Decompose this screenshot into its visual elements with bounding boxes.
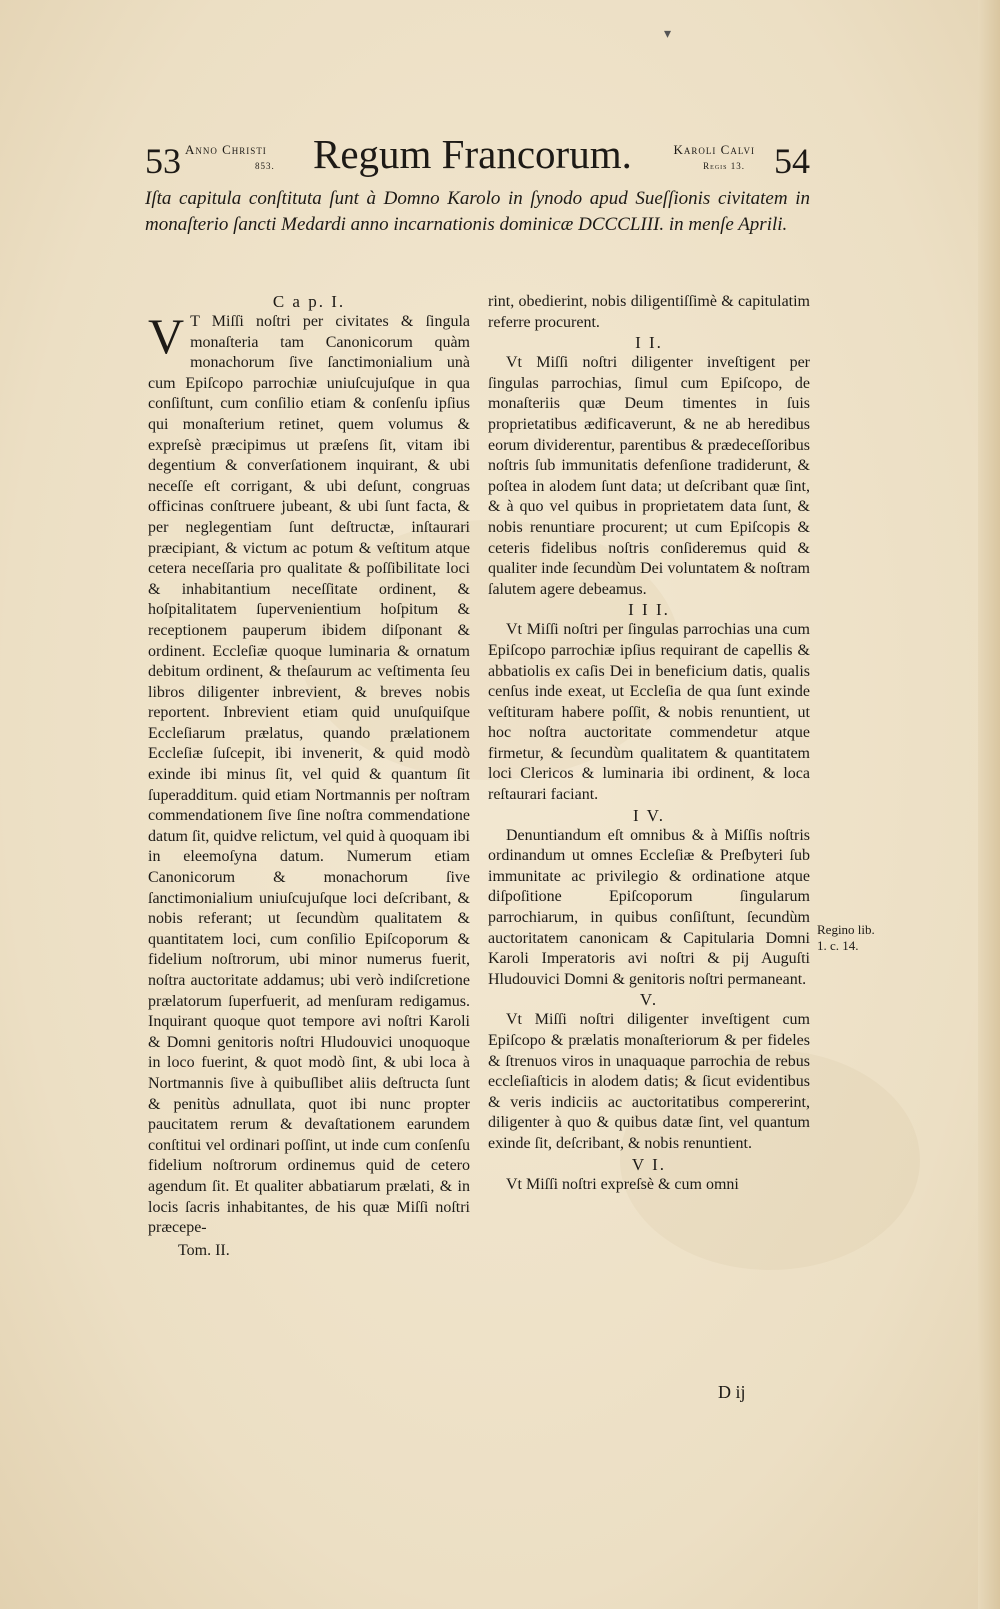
chapter-heading: C a p. I. [272,292,346,311]
section-number: V. [639,990,659,1010]
anno-year: 853. [255,161,275,171]
regis-label: Regis 13. [703,161,745,171]
catchword: Tom. II. [178,1241,230,1259]
intro-paragraph: Iſta capitula conſtituta ſunt à Domno Karolo in ſynodo apud Sueſſionis civitatem in monaſterio ſancti Medardi anno incarnationis dominicæ DCCCLIII. in menſe Aprili. [145,188,810,235]
drop-cap: V [148,308,185,364]
section-text: Vt Miſſi noſtri diligenter inveſtigent cum Epiſcopo & prælatis monaſteriorum & per fideles & ſtrenuos viros in unaquaque parrochia de rebus eccleſiaſticis in alodem datis; & ſicut evidentibus & veris indiciis ac auctoritatibus compererint, diligenter à quo & quibus datæ ſint, vel quantum exinde ſit, deſcribant, & nobis renuntient. [488,1011,810,1152]
page-number-right: 54 [774,141,810,181]
running-title: Regum Francorum. [313,131,632,177]
king-label: Karoli Calvi [673,142,755,157]
chapter-1-text [148,308,470,1239]
anno-label: Anno Christi [185,142,267,157]
page-number-left: 53 [145,141,181,181]
section-text: Vt Miſſi noſtri per ſingulas parrochias una cum Epiſcopo parrochiæ ipſius requirant de capellis & abbatiolis ex caſis Dei in beneficium datis, qualis cenſus inde exeat, ut Eccleſia de qua ſunt exinde veſtituram habere poſſit, & nobis renuntient, ut hoc noſtra auctoritate commendetur atque firmetur, & ſecundùm qualitatem & quantitatem loci Clericos & luminaria ibi ordinent, & loca reſtaurari faciant. [488,621,810,804]
karoli-calvi [674,142,755,174]
chapter-1-body: T Miſſi noſtri per civitates & ſingula monaſteria tam Canonicorum quàm monachorum ſive ſanctimonialium unà cum Epiſcopo parrochiæ uniuſcujuſque in qua conſiſtunt, cum conſilio etiam & conſenſu ipſius qui monaſterium retinet, quem volumus & expreſsè præcipimus ut præſens ſit, vitam ibi degentium & converſationem inquirant, & ubi neceſſe eſt corrigant, & ubi deſunt, congruas officinas conſtruere jubeant, & ubi ſunt facta, & per neglegentiam ſunt deſtructæ, inſtaurari præcipiant, & victum ac potum & veſtitum atque cetera neceſſaria pro qualitate & poſſibilitate loci & inhabitantium neceſſitate ordinent, & hoſpitalitatem ſupervenientium hoſpitum & receptionem pauperum ibidem diſponant & ordinent. Eccleſiæ quoque luminaria & ornatum debitum ordinent, & theſaurum ac veſtimenta ſeu libros diligenter inbrevient, & breves nobis reportent. Inbrevient etiam quid unuſquiſque Eccleſiarum prælatus, quando prælationem Eccleſiæ ſuſcepit, ibi invenerit, & quid modò exinde ibi minus ſit, vel quid & quantum ſit ſuperadditum. quid etiam Nortmannis per noſtram commendationem ſive ſine noſtra commendatione datum ſit, quidve relictum, vel quid à quoquam ibi in eleemoſyna datum. Numerum etiam Canonicorum & monachorum ſive ſanctimonialium uniuſcujuſque loci deſcribant, & nobis referant; ut ſecundùm qualitatem & quantitatem loci, cum conſilio Epiſcoporum & fidelium noſtrorum, ubi minor numerus fuerit, noſtra auctoritate addamus; ubi verò indiſcretione prælatorum ſuperfuerit, ad menſuram redigamus. Inquirant quoque quot tempore avi noſtri Karoli & Domni genitoris noſtri Hludouvici unoquoque in loco fuerint, & quot modò ſint, & ubi loca à Nortmannis ſive à quibuſlibet aliis deſtructa ſunt & penitùs adnullata, quot ibi nunc propter paucitatem rerum & devaſtationem earundem conſtitui vel ordinari poſſint, ut inde cum conſenſu fidelium noſtrorum ordinemus quid de cetero agendum ſit. Et qualiter abbatiarum prælati, & in locis ſacris inhabitantes, de his quæ Miſſi noſtri præcepe- [148,313,470,1237]
signature-mark: D ij [718,1382,746,1402]
section-text: Denuntiandum eſt omnibus & à Miſſis noſtris ordinandum ut omnes Eccleſiæ & Preſbyteri ſub immunitate ac privilegio & ordinatione atque diſpoſitione Epiſcoporum ſingularum parrochiarum, in quibus conſiſtunt, ſecundùm auctoritatem canonicam & Capitularia Domni Karoli Imperatoris avi noſtri & pij Auguſti Hludouvici Domni & genitoris noſtri permaneant. [488,826,810,988]
section-number: V I. [631,1154,667,1174]
margin-note: Regino lib. 1. c. 14. [817,922,875,953]
section-text: Vt Miſſi noſtri diligenter inveſtigent per ſingulas parrochias, ſimul cum Epiſcopo, de monaſteriis quæ Deum timentes in ſuis proprietatibus ædificaverunt, & ne ab heredibus eorum dividerentur, parentibus & prædeceſſoribus noſtris ſub immunitatis defenſione tradiderunt, & poſtea in alodem ſunt data; ut deſcribant quæ ſint, & à quo vel quibus in proprietatem data ſunt, & nobis renuntiare procurent; ut cum Epiſcopis & ceteris fidelibus noſtris conſideremus quid & qualiter inde ſecundùm Dei voluntatem & noſtram ſalutem agere debeamus. [488,354,810,598]
section-number: I V. [633,805,665,825]
right-column [488,292,810,1195]
anno-christi [185,142,275,174]
section-number: I I. [635,333,663,353]
continuation-text: rint, obedierint, nobis diligentiſſimè & capitulatim referre procurent. [488,293,810,331]
left-column [148,292,470,1261]
section-number: I I I. [628,600,670,620]
section-text: Vt Miſſi noſtri expreſsè & cum omni [506,1175,739,1193]
ink-mark: ▾ [664,26,672,42]
page-edge [978,0,1000,1609]
